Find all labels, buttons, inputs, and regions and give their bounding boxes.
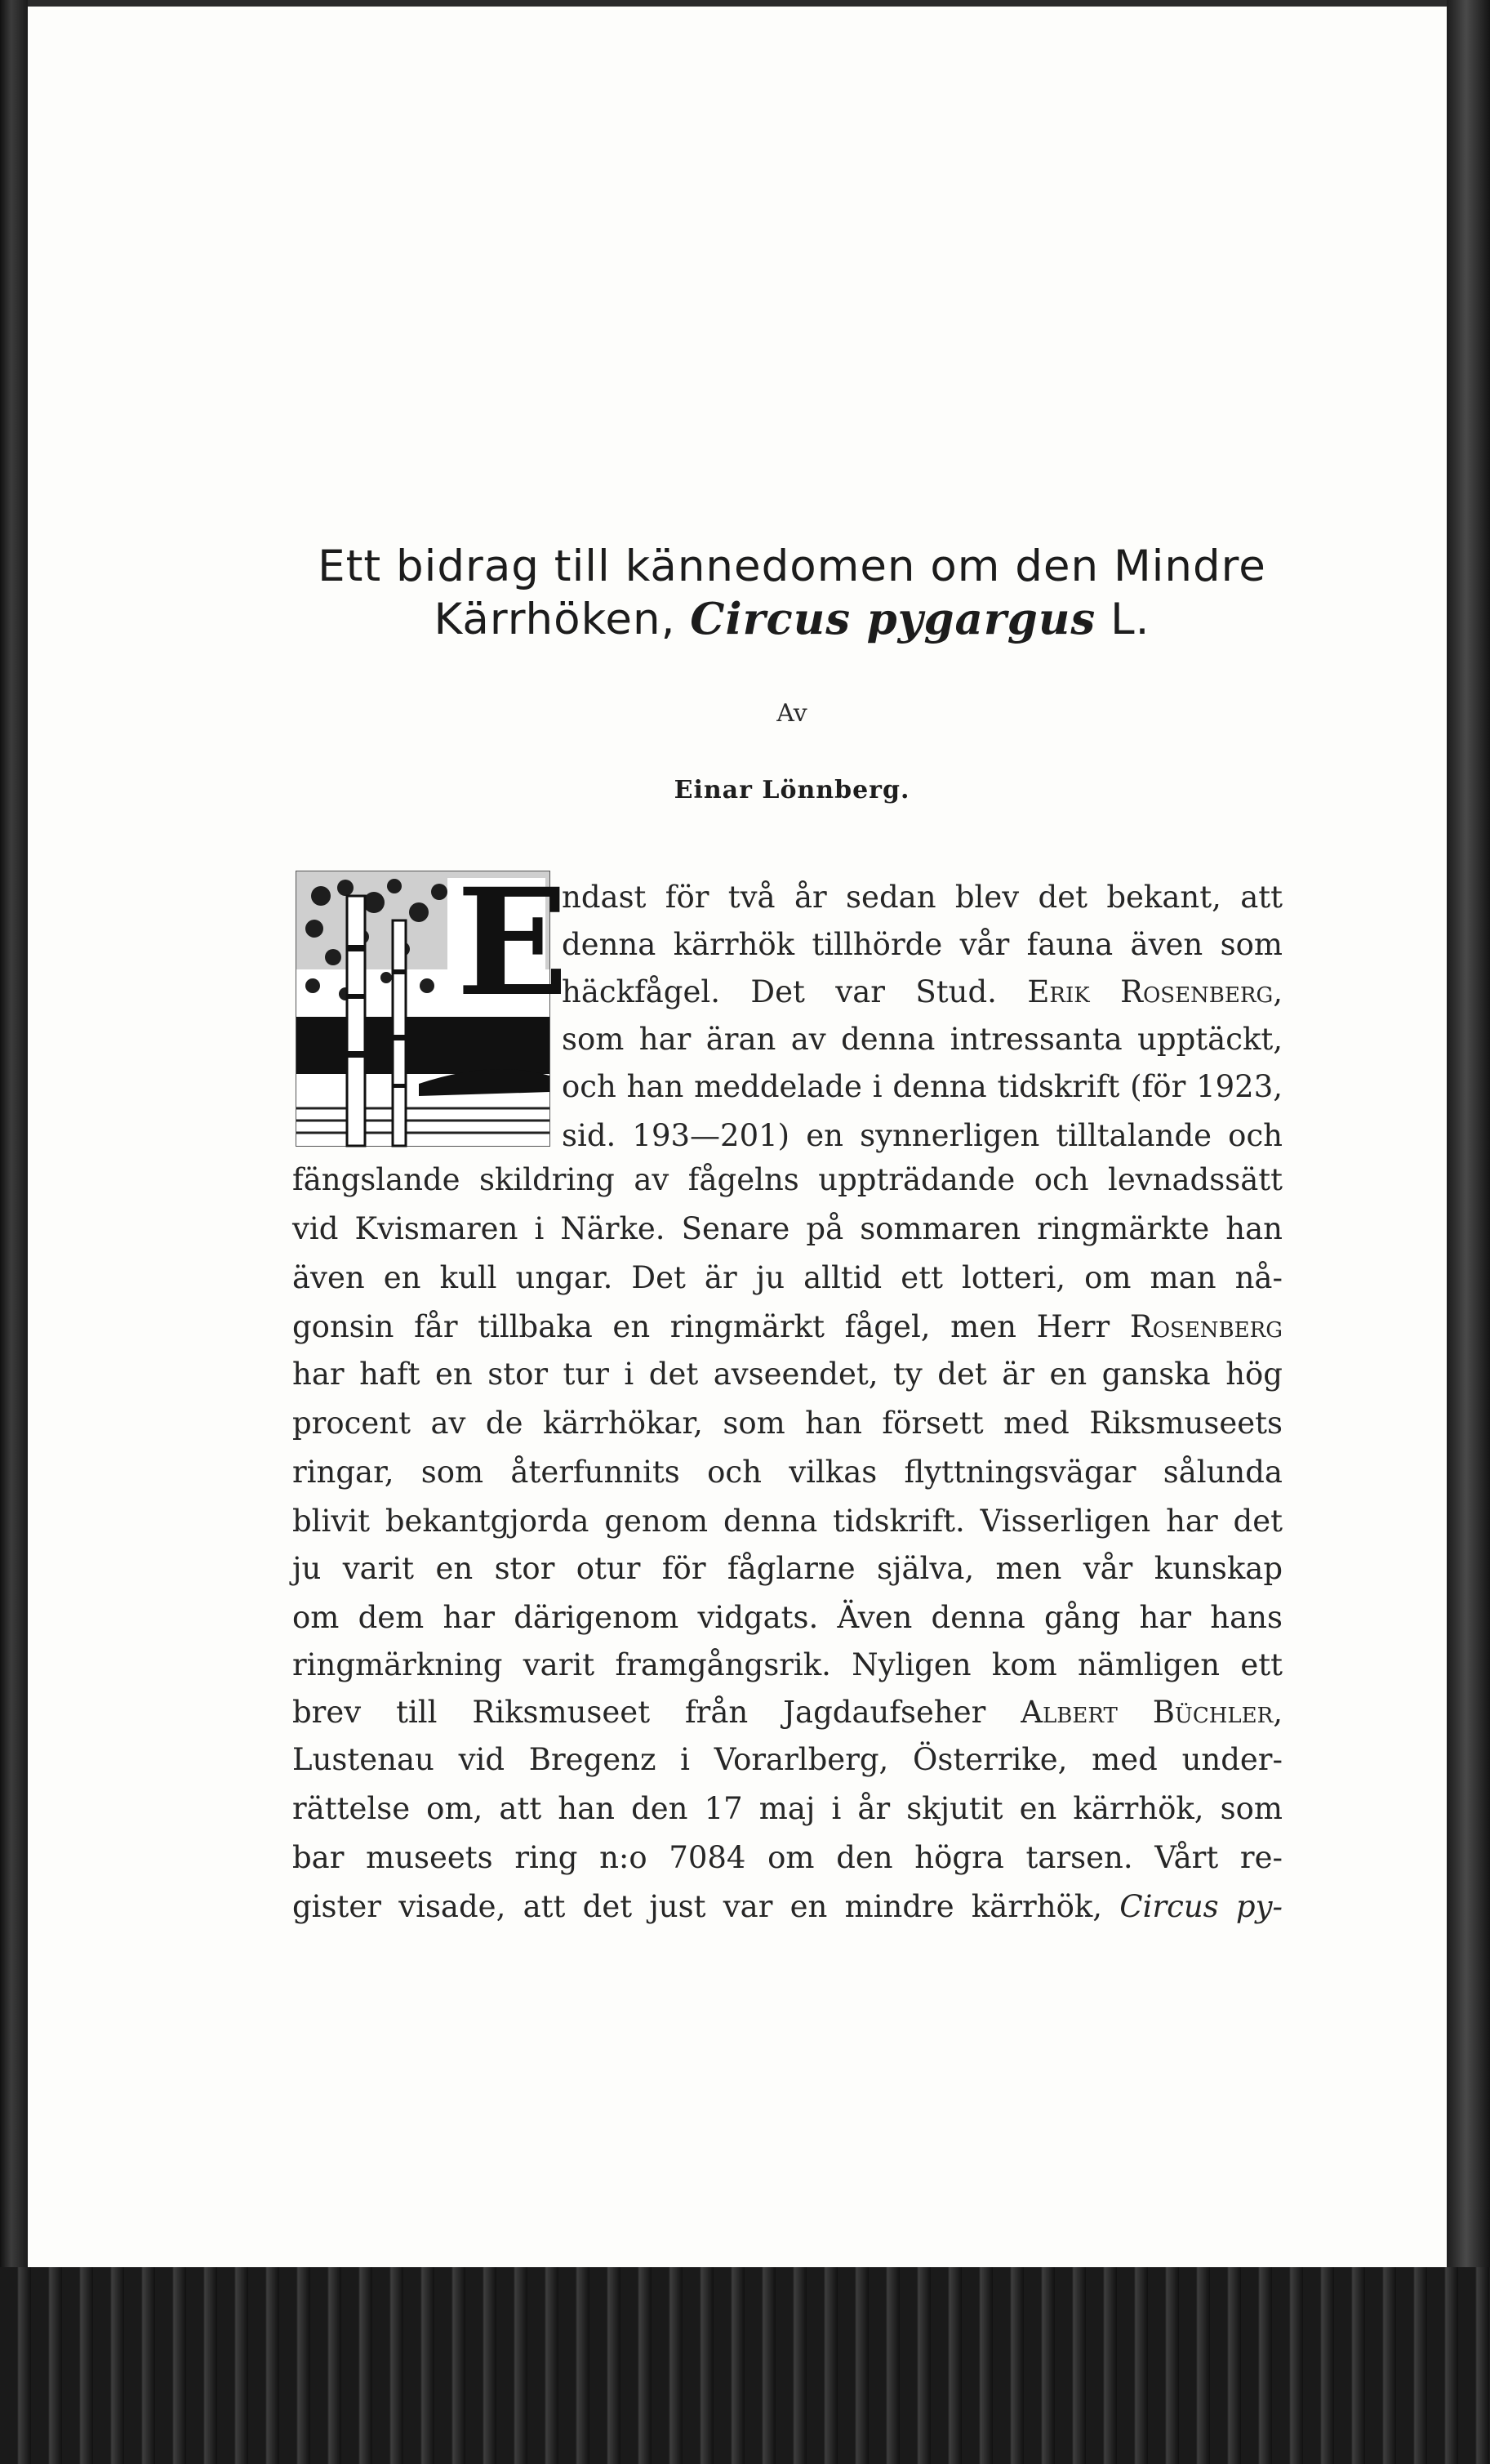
body-line: bar museets ring n:o 7084 om den högra tarsen. Vårt re- <box>292 1840 1283 1875</box>
body-line: Lustenau vid Bregenz i Vorarlberg, Österrike, med under- <box>292 1742 1283 1777</box>
scan-border-left <box>0 0 28 2464</box>
body-line: ju varit en stor otur för fåglarne själva, men vår kunskap <box>292 1551 1283 1586</box>
drop-cap-letter: E <box>456 857 569 1029</box>
body-line: rättelse om, att han den 17 maj i år skjutit en kärrhök, som <box>292 1791 1283 1826</box>
body-text: häckfågel. Det var Stud. <box>562 974 1028 1009</box>
body-line: blivit bekantgjorda genom denna tidskrift. Visserligen har det <box>292 1504 1283 1539</box>
body-line: procent av de kärrhökar, som han försett med Riksmuseets <box>292 1406 1283 1441</box>
drop-cap-illustration <box>296 857 569 1147</box>
byline: Av <box>776 699 807 728</box>
body-line: ringmärkning varit framgångsrik. Nyligen kom nämligen ett <box>292 1647 1283 1682</box>
species-italic: Circus py- <box>1119 1889 1283 1924</box>
author-name: Einar Lönnberg. <box>674 776 910 804</box>
body-text: , <box>1273 974 1283 1009</box>
body-line: även en kull ungar. Det är ju alltid ett lotteri, om man nå- <box>292 1260 1283 1295</box>
article-title <box>269 541 1314 646</box>
body-line: sid. 193—201) en synnerligen tilltalande och <box>562 1118 1283 1153</box>
body-line <box>562 974 1283 1011</box>
scan-border-right <box>1447 0 1490 2464</box>
title-line-2-prefix: Kärrhöken, <box>434 595 691 644</box>
person-name: Albert Büchler <box>1021 1695 1274 1730</box>
body-line: ringar, som återfunnits och vilkas flyttningsvägar sålunda <box>292 1455 1283 1490</box>
person-name: Erik Rosenberg <box>1027 974 1274 1009</box>
body-line: och han meddelade i denna tidskrift (för 1923, <box>562 1069 1283 1104</box>
scan-border-bottom <box>0 2267 1490 2464</box>
body-line: denna kärrhök tillhörde vår fauna även som <box>562 927 1283 962</box>
title-line-1: Ett bidrag till kännedomen om den Mindre <box>318 541 1266 591</box>
body-text: gister visade, att det just var en mindre kärrhök, <box>292 1889 1120 1924</box>
body-line: vid Kvismaren i Närke. Senare på sommaren ringmärkte han <box>292 1211 1283 1246</box>
body-line <box>292 1308 1283 1346</box>
body-line: har haft en stor tur i det avseendet, ty det är en ganska hög <box>292 1357 1283 1392</box>
body-line: fängslande skildring av fågelns uppträdande och levnadssätt <box>292 1162 1283 1197</box>
body-line: som har äran av denna intressanta upptäckt, <box>562 1022 1283 1057</box>
body-text: , <box>1273 1695 1283 1730</box>
body-line <box>292 1694 1283 1731</box>
title-line-2 <box>269 593 1314 646</box>
body-text: brev till Riksmuseet från Jagdaufseher <box>292 1695 1021 1730</box>
title-suffix: L. <box>1096 595 1150 644</box>
body-line: ndast för två år sedan blev det bekant, att <box>562 880 1283 915</box>
body-text: gonsin får tillbaka en ringmärkt fågel, men Herr <box>292 1309 1130 1344</box>
body-line <box>292 1888 1283 1926</box>
body-line: om dem har därigenom vidgats. Även denna gång har hans <box>292 1600 1283 1635</box>
title-species: Circus pygargus <box>690 594 1096 644</box>
person-name: Rosenberg <box>1129 1309 1283 1344</box>
